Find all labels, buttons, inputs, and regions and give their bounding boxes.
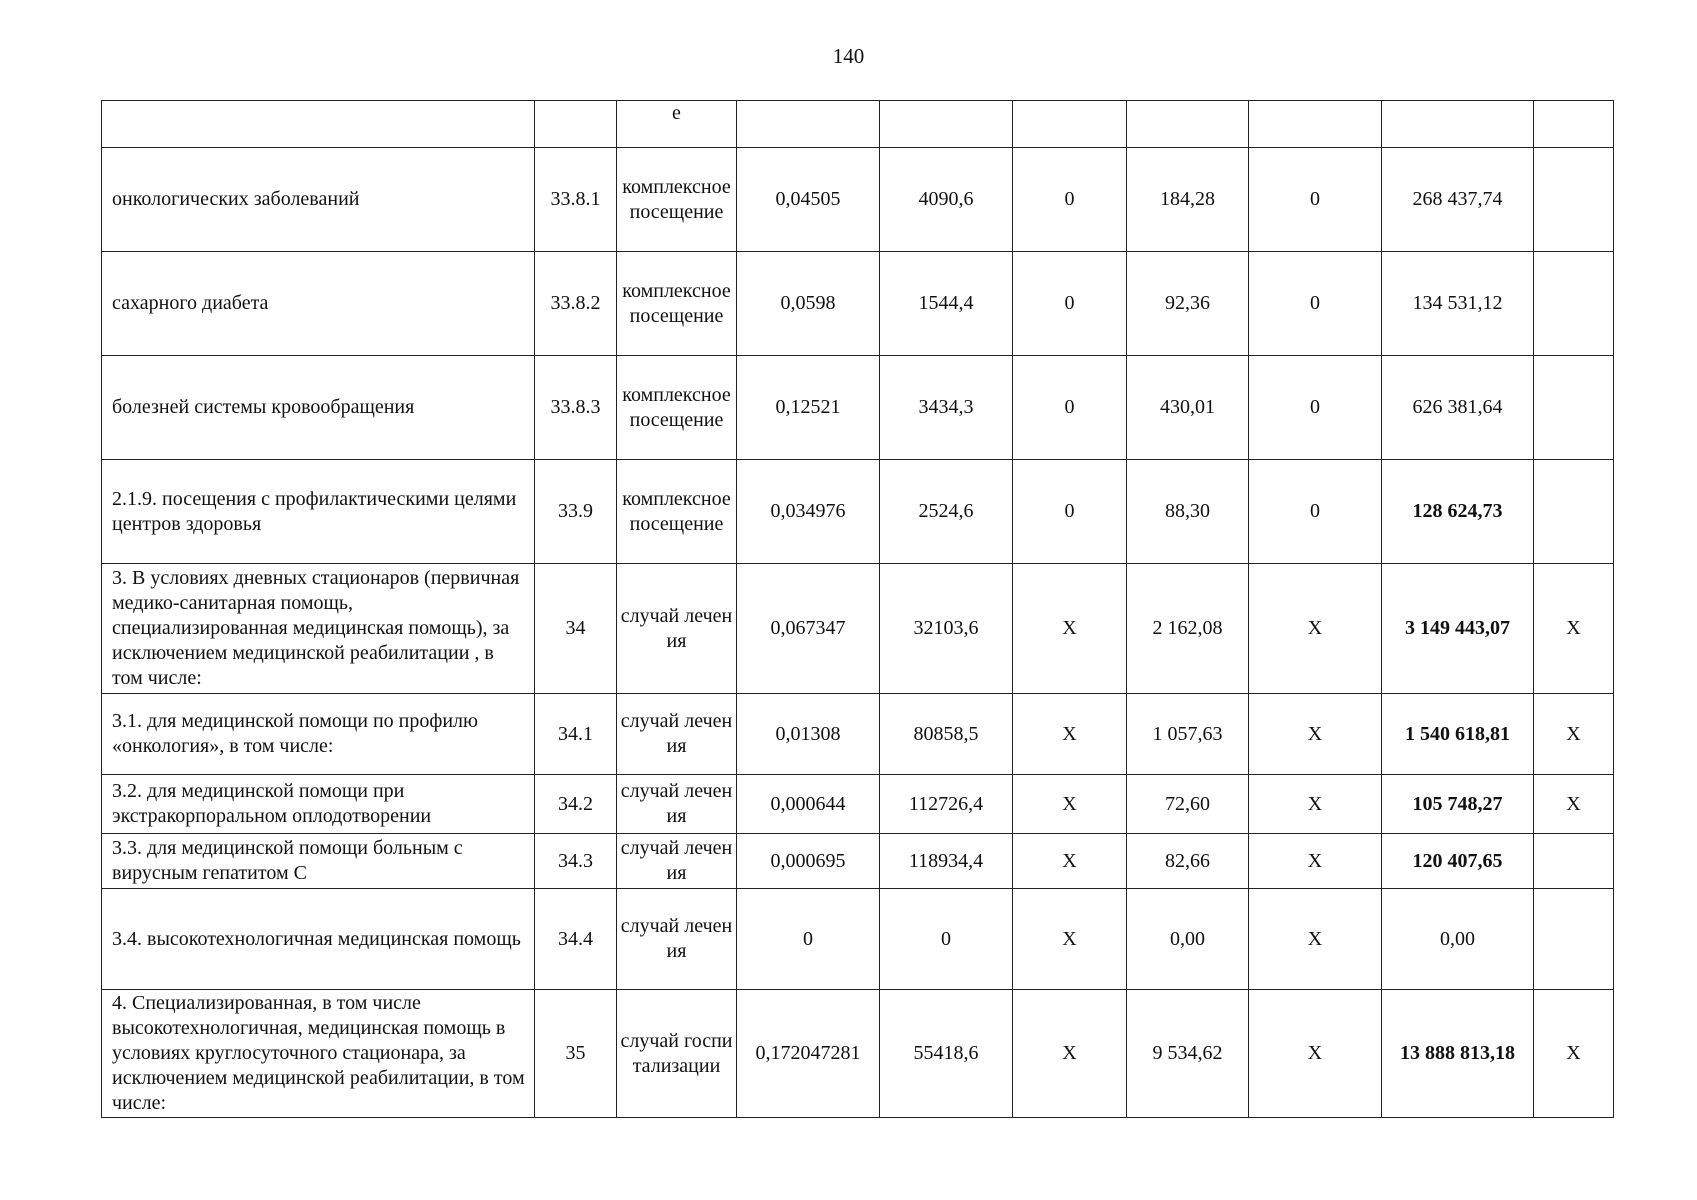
- row-unit: случай госпитализации: [617, 990, 737, 1118]
- row-value-1: 0,000644: [737, 775, 880, 834]
- row-value-3: 0: [1013, 252, 1127, 356]
- row-value-1: 0,067347: [737, 564, 880, 694]
- row-name: 3. В условиях дневных стационаров (первичная медико-санитарная помощь, специализированная медицинская помощь), за исключением медицинской реабилитации , в том числе:: [102, 564, 535, 694]
- row-name: 3.4. высокотехнологичная медицинская помощь: [102, 889, 535, 990]
- row-value-2: 80858,5: [880, 694, 1013, 775]
- row-value-1: 0,12521: [737, 356, 880, 460]
- row-value-1: 0,01308: [737, 694, 880, 775]
- row-value-4: 0,00: [1127, 889, 1249, 990]
- row-value-7: Х: [1534, 990, 1614, 1118]
- row-value-7: [1534, 889, 1614, 990]
- row-value-2: 55418,6: [880, 990, 1013, 1118]
- row-value-4: 2 162,08: [1127, 564, 1249, 694]
- data-table: [101, 100, 1614, 1118]
- row-code: 34: [535, 564, 617, 694]
- row-total: 128 624,73: [1382, 460, 1534, 564]
- row-total: 268 437,74: [1382, 148, 1534, 252]
- row-value-2: 32103,6: [880, 564, 1013, 694]
- row-name: 4. Специализированная, в том числе высокотехнологичная, медицинская помощь в условиях круглосуточного стационара, за исключением медицинской реабилитации, в том числе:: [102, 990, 535, 1118]
- row-value-3: Х: [1013, 694, 1127, 775]
- table-row: [102, 834, 1614, 889]
- row-value-1: 0,034976: [737, 460, 880, 564]
- row-value-5: Х: [1249, 990, 1382, 1118]
- row-value-4: 1 057,63: [1127, 694, 1249, 775]
- row-code: [535, 101, 617, 148]
- row-value-2: [880, 101, 1013, 148]
- row-value-1: 0,000695: [737, 834, 880, 889]
- row-value-3: Х: [1013, 889, 1127, 990]
- table-row: [102, 460, 1614, 564]
- row-value-7: Х: [1534, 564, 1614, 694]
- row-value-1: 0,0598: [737, 252, 880, 356]
- row-code: 33.8.1: [535, 148, 617, 252]
- row-code: 34.3: [535, 834, 617, 889]
- row-value-7: [1534, 252, 1614, 356]
- row-value-4: 72,60: [1127, 775, 1249, 834]
- row-code: 33.8.2: [535, 252, 617, 356]
- row-total: 105 748,27: [1382, 775, 1534, 834]
- row-value-7: Х: [1534, 694, 1614, 775]
- table-row: [102, 356, 1614, 460]
- row-value-7: [1534, 356, 1614, 460]
- row-name: [102, 101, 535, 148]
- row-total: 134 531,12: [1382, 252, 1534, 356]
- row-name: болезней системы кровообращения: [102, 356, 535, 460]
- row-value-3: 0: [1013, 148, 1127, 252]
- table-row: [102, 564, 1614, 694]
- row-value-3: [1013, 101, 1127, 148]
- row-unit: комплексное посещение: [617, 460, 737, 564]
- row-value-1: 0,172047281: [737, 990, 880, 1118]
- row-code: 34.1: [535, 694, 617, 775]
- row-name: 3.1. для медицинской помощи по профилю «онкология», в том числе:: [102, 694, 535, 775]
- row-value-3: Х: [1013, 775, 1127, 834]
- row-value-5: Х: [1249, 889, 1382, 990]
- row-value-5: 0: [1249, 148, 1382, 252]
- row-name: 2.1.9. посещения с профилактическими целями центров здоровья: [102, 460, 535, 564]
- row-name: 3.3. для медицинской помощи больным с вирусным гепатитом С: [102, 834, 535, 889]
- row-value-2: 4090,6: [880, 148, 1013, 252]
- row-value-5: Х: [1249, 694, 1382, 775]
- row-value-5: Х: [1249, 775, 1382, 834]
- row-unit: случай лечения: [617, 775, 737, 834]
- table-row: [102, 101, 1614, 148]
- row-value-7: Х: [1534, 775, 1614, 834]
- row-code: 35: [535, 990, 617, 1118]
- row-code: 34.4: [535, 889, 617, 990]
- row-value-4: 9 534,62: [1127, 990, 1249, 1118]
- row-name: 3.2. для медицинской помощи при экстракорпоральном оплодотворении: [102, 775, 535, 834]
- row-value-5: [1249, 101, 1382, 148]
- row-value-7: [1534, 148, 1614, 252]
- table-row: [102, 694, 1614, 775]
- row-value-3: 0: [1013, 356, 1127, 460]
- row-value-4: 92,36: [1127, 252, 1249, 356]
- row-value-3: Х: [1013, 990, 1127, 1118]
- row-value-1: [737, 101, 880, 148]
- row-unit: случай лечения: [617, 694, 737, 775]
- row-value-2: 0: [880, 889, 1013, 990]
- row-code: 33.9: [535, 460, 617, 564]
- table-row: [102, 775, 1614, 834]
- row-total: 120 407,65: [1382, 834, 1534, 889]
- row-value-1: 0: [737, 889, 880, 990]
- row-name: сахарного диабета: [102, 252, 535, 356]
- table-row: [102, 148, 1614, 252]
- row-code: 34.2: [535, 775, 617, 834]
- row-value-5: 0: [1249, 252, 1382, 356]
- row-total: 1 540 618,81: [1382, 694, 1534, 775]
- row-value-1: 0,04505: [737, 148, 880, 252]
- row-total: [1382, 101, 1534, 148]
- row-value-5: 0: [1249, 356, 1382, 460]
- table-row: [102, 889, 1614, 990]
- table-row: [102, 252, 1614, 356]
- row-value-7: [1534, 460, 1614, 564]
- row-value-2: 112726,4: [880, 775, 1013, 834]
- row-value-5: 0: [1249, 460, 1382, 564]
- row-value-4: 430,01: [1127, 356, 1249, 460]
- row-unit: случай лечения: [617, 889, 737, 990]
- row-name: онкологических заболеваний: [102, 148, 535, 252]
- row-value-2: 1544,4: [880, 252, 1013, 356]
- row-unit: комплексное посещение: [617, 356, 737, 460]
- row-value-3: 0: [1013, 460, 1127, 564]
- row-value-3: Х: [1013, 564, 1127, 694]
- row-value-4: [1127, 101, 1249, 148]
- row-total: 626 381,64: [1382, 356, 1534, 460]
- row-value-3: Х: [1013, 834, 1127, 889]
- row-total: 0,00: [1382, 889, 1534, 990]
- row-unit: комплексное посещение: [617, 148, 737, 252]
- row-total: 3 149 443,07: [1382, 564, 1534, 694]
- row-value-5: Х: [1249, 564, 1382, 694]
- table-row: [102, 990, 1614, 1118]
- row-unit: случай лечения: [617, 834, 737, 889]
- row-value-7: [1534, 101, 1614, 148]
- row-total: 13 888 813,18: [1382, 990, 1534, 1118]
- row-value-4: 184,28: [1127, 148, 1249, 252]
- page-number: 140: [832, 44, 865, 68]
- row-value-2: 2524,6: [880, 460, 1013, 564]
- row-code: 33.8.3: [535, 356, 617, 460]
- row-unit: случай лечения: [617, 564, 737, 694]
- row-value-2: 3434,3: [880, 356, 1013, 460]
- row-value-4: 82,66: [1127, 834, 1249, 889]
- row-value-4: 88,30: [1127, 460, 1249, 564]
- row-value-7: [1534, 834, 1614, 889]
- row-value-5: Х: [1249, 834, 1382, 889]
- row-unit: комплексное посещение: [617, 252, 737, 356]
- row-value-2: 118934,4: [880, 834, 1013, 889]
- row-unit: е: [617, 101, 737, 148]
